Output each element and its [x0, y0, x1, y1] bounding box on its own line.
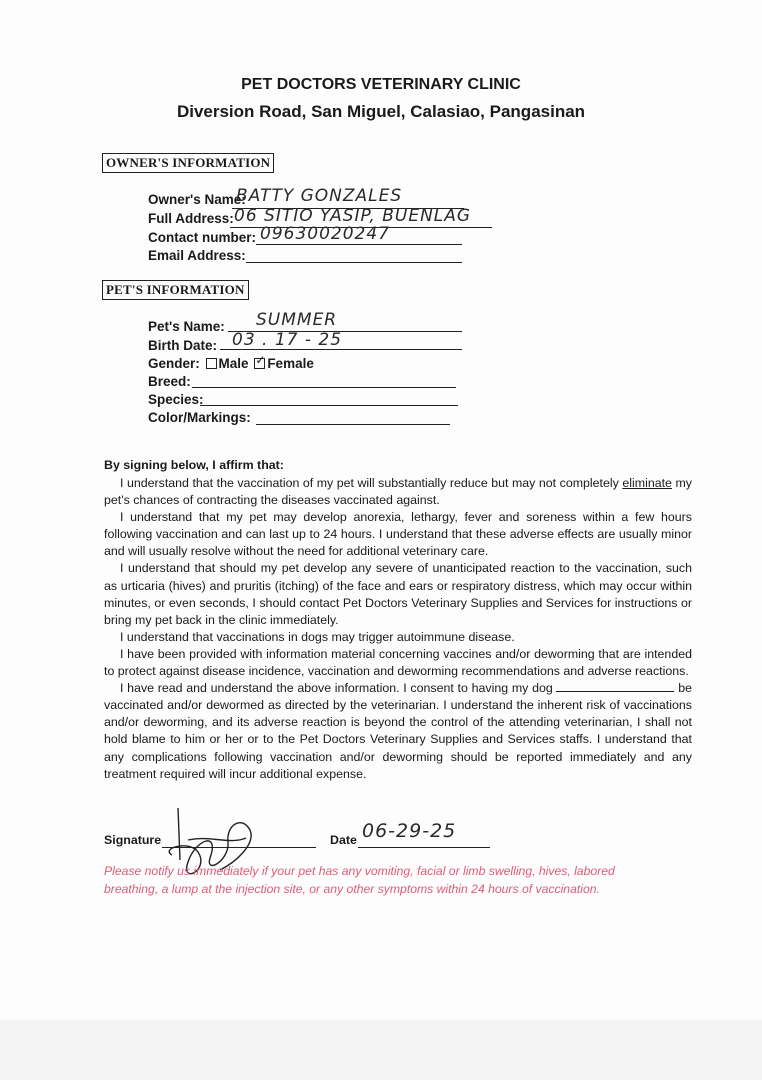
color-markings-line [256, 424, 450, 425]
birth-date-label: Birth Date: [148, 338, 218, 353]
affirm-paragraph-2: I understand that my pet may develop anorexia, lethargy, fever and soreness within a few hours following vaccination and can last up to 24 hours. I understand that these adverse effects are usually minor and will usually resolve without the need for additional veterinary care. [104, 510, 692, 559]
signature-label: Signature [104, 833, 162, 847]
email-address-label: Email Address: [148, 248, 246, 263]
p1-underlined: eliminate [622, 476, 672, 490]
affirm-paragraph-5: I have been provided with information material concerning vaccines and/or deworming that are intended to protect against disease incidence, vaccination and deworming recommendations and adverse reactions. [104, 646, 692, 679]
pet-section-heading: PET'S INFORMATION [102, 280, 249, 300]
email-address-line [246, 262, 462, 263]
owner-name-value[interactable]: BATTY GONZALES [236, 186, 403, 206]
contact-number-value[interactable]: 09630020247 [260, 224, 390, 244]
species-label: Species: [148, 392, 204, 407]
p6-text: I have read and understand the above information. I consent to having my dog [120, 681, 553, 696]
affirm-paragraph-6 [104, 680, 692, 783]
color-markings-label: Color/Markings: [148, 410, 251, 425]
species-line [200, 405, 458, 406]
dog-name-blank[interactable] [556, 681, 674, 692]
contact-number-line [256, 244, 462, 245]
p6-text-end: be vaccinated and/or dewormed as directed by the veterinarian. I understand the inherent risk of vaccinations and/or deworming, and its adverse reaction is beyond the control of the attending veterinarian, I shall not hold blame to him or her or to the Pet Doctors Veterinary Supplies and Services staffs. I understand that any complications following vaccination and/or deworming should be reported immediately and any treatment required will incur additional expense. [104, 681, 693, 781]
pet-name-label: Pet's Name: [148, 319, 225, 334]
p1-text-end: my pet's chances of contracting the diseases vaccinated against. [104, 476, 692, 508]
contact-number-label: Contact number: [148, 230, 256, 245]
date-line [358, 847, 490, 848]
pet-name-value[interactable]: SUMMER [256, 310, 338, 330]
breed-line [192, 387, 456, 388]
clinic-name: PET DOCTORS VETERINARY CLINIC [241, 76, 521, 93]
full-address-value[interactable]: 06 SITIO YASIP, BUENLAG [234, 206, 472, 226]
date-value[interactable]: 06-29-25 [362, 820, 457, 842]
affirm-paragraph-3: I understand that should my pet develop any severe of unanticipated reaction to the vaccination, such as urticaria (hives) and pruritis (itching) of the face and ears or respiratory distress, which may occur within minutes, or even seconds, I should contact Pet Doctors Veterinary Supplies and Services for instructions or bring my pet back in the clinic immediately. [104, 561, 692, 627]
female-option-label: Female [267, 356, 314, 371]
female-checkbox[interactable] [254, 358, 265, 369]
affirm-paragraph-1 [104, 475, 692, 509]
male-option-label: Male [218, 356, 249, 371]
affirm-heading: By signing below, I affirm that: [104, 458, 284, 472]
male-checkbox[interactable] [206, 358, 217, 369]
aftercare-notice: Please notify us immediately if your pet has any vomiting, facial or limb swelling, hives, labored breathing, a lump at the injection site, or any other symptoms within 24 hours of vaccination. [104, 864, 615, 896]
owner-name-label: Owner's Name: [148, 192, 246, 207]
breed-label: Breed: [148, 374, 191, 389]
full-address-label: Full Address: [148, 211, 234, 226]
owner-section-heading: OWNER'S INFORMATION [102, 153, 274, 173]
scan-margin [0, 1020, 762, 1080]
gender-label: Gender: [148, 356, 200, 371]
p1-text: I understand that the vaccination of my pet will substantially reduce but may not completely [120, 476, 619, 490]
affirm-paragraph-4: I understand that vaccinations in dogs may trigger autoimmune disease. [120, 629, 515, 644]
affirm-body [104, 475, 692, 783]
gender-row [148, 356, 314, 371]
date-label: Date [330, 833, 357, 847]
clinic-address: Diversion Road, San Miguel, Calasiao, Pangasinan [176, 102, 586, 121]
birth-date-value[interactable]: 03 . 17 - 25 [232, 330, 343, 350]
